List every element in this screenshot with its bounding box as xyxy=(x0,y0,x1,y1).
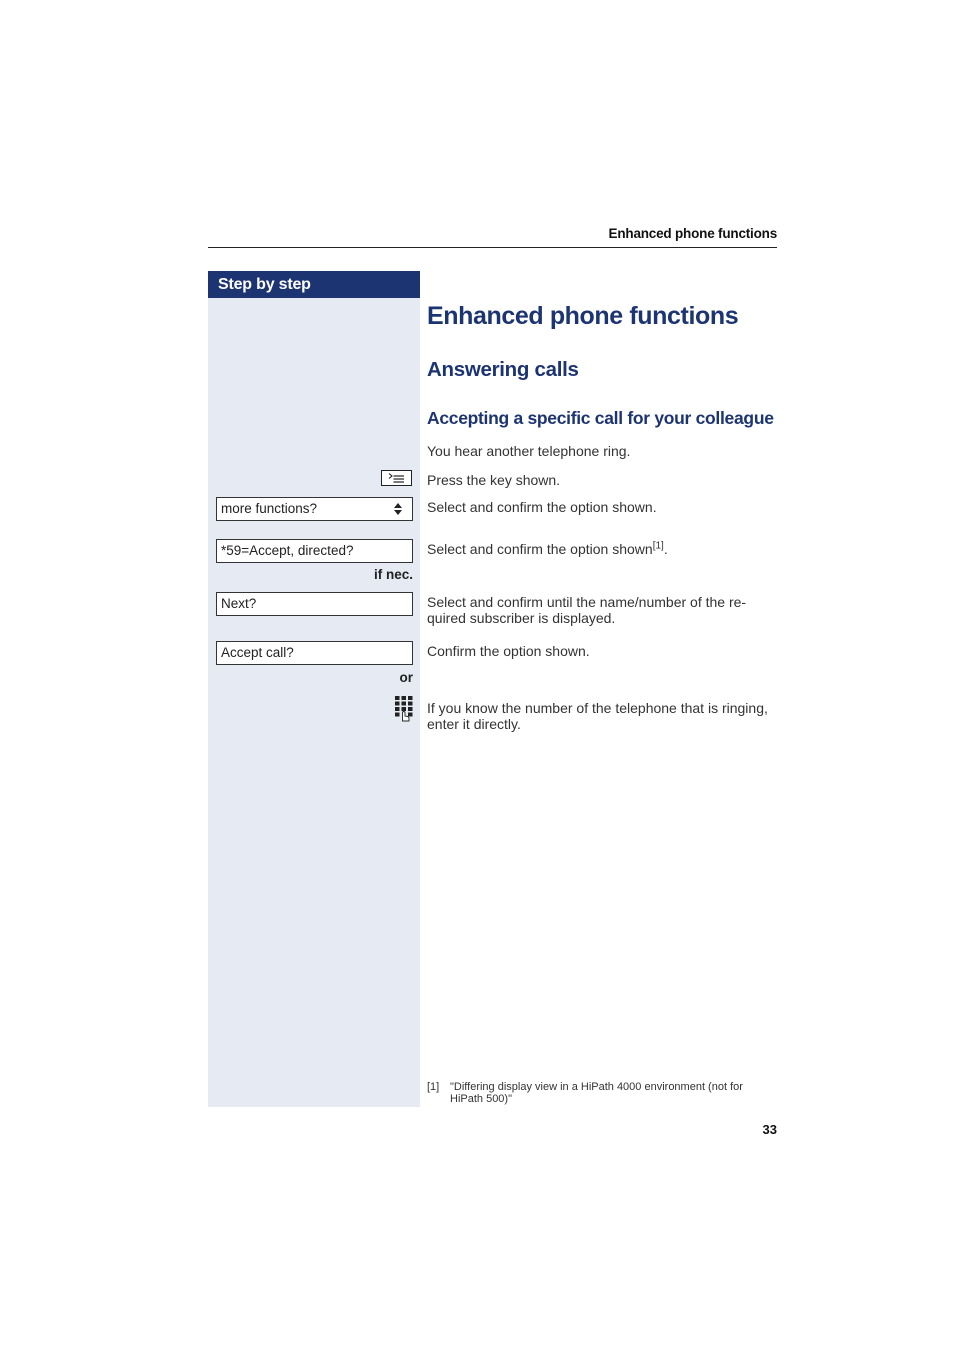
keypad-icon xyxy=(395,696,413,722)
step-press-key: Press the key shown. xyxy=(427,472,561,488)
subsection-title: Accepting a specific call for your colleague xyxy=(427,408,774,428)
display-more-functions[interactable] xyxy=(216,497,413,521)
header-divider xyxy=(208,247,777,248)
step-confirm: Confirm the option shown. xyxy=(427,643,590,659)
step-enter-directly-line2: enter it directly. xyxy=(427,716,521,732)
footnote-text: "Differing display view in a HiPath 4000 environment (not for HiPath 500)" xyxy=(450,1081,743,1105)
page-title: Enhanced phone functions xyxy=(427,302,739,330)
display-accept-call[interactable]: Accept call? xyxy=(216,641,413,665)
label-if-nec: if nec. xyxy=(373,567,413,582)
step-select-until-line1: Select and confirm until the name/number of the re- xyxy=(427,594,747,610)
footnote-reference[interactable]: [1] xyxy=(652,540,664,552)
display-more-functions-label: more functions? xyxy=(221,501,318,516)
step-select-confirm-ref-text: Select and confirm the option shown xyxy=(427,541,653,557)
display-accept-directed[interactable]: *59=Accept, directed? xyxy=(216,539,413,563)
label-or: or xyxy=(399,670,413,685)
step-select-confirm: Select and confirm the option shown. xyxy=(427,499,657,515)
menu-key-icon xyxy=(381,470,412,486)
step-select-until xyxy=(427,594,777,626)
step-enter-directly xyxy=(427,700,777,732)
step-enter-directly-line1: If you know the number of the telephone that is ringing, xyxy=(427,700,768,716)
running-head: Enhanced phone functions xyxy=(608,226,777,241)
display-next[interactable]: Next? xyxy=(216,592,413,616)
page-number: 33 xyxy=(762,1122,777,1137)
scroll-arrows-icon xyxy=(394,503,402,515)
step-by-step-header: Step by step xyxy=(208,271,420,298)
step-select-confirm-ref: Select and confirm the option shown[1]. xyxy=(427,540,668,557)
step-by-step-column xyxy=(208,271,420,1107)
step-intro: You hear another telephone ring. xyxy=(427,443,631,459)
section-title: Answering calls xyxy=(427,358,579,381)
step-select-until-line2: quired subscriber is displayed. xyxy=(427,610,616,626)
footnote-marker: [1] xyxy=(427,1081,440,1093)
